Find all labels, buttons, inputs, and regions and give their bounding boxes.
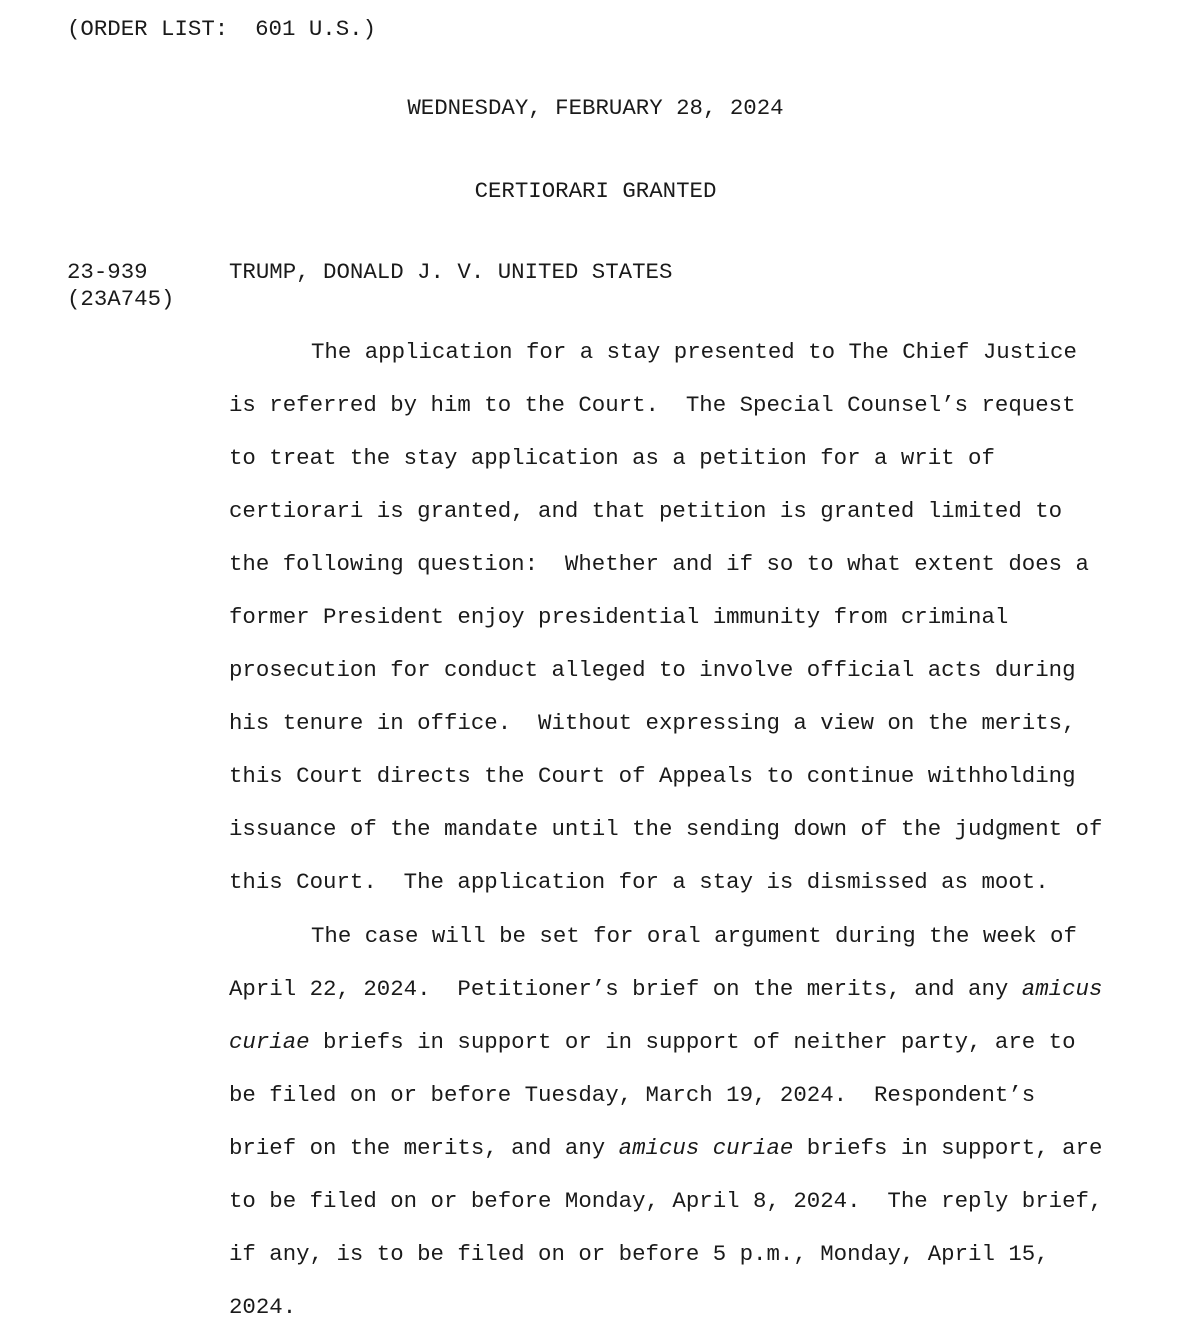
paragraph-line: to treat the stay application as a petition for a writ of <box>229 445 995 471</box>
italic-term: amicus <box>1021 976 1103 1002</box>
text-run: April 22, 2024. Petitioner’s brief on the merits, and any <box>229 976 1022 1002</box>
paragraph-line: be filed on or before Tuesday, March 19, 2024. Respondent’s <box>229 1082 1036 1108</box>
text-run: briefs in support, are <box>793 1135 1103 1161</box>
italic-term: amicus curiae <box>618 1135 794 1161</box>
paragraph-line <box>229 1133 1102 1163</box>
paragraph-line: The case will be set for oral argument during the week of <box>311 923 1077 949</box>
paragraph-line: the following question: Whether and if so to what extent does a <box>229 551 1089 577</box>
paragraph-line: certiorari is granted, and that petition is granted limited to <box>229 498 1063 524</box>
paragraph-line: this Court. The application for a stay is dismissed as moot. <box>229 869 1049 895</box>
order-date: WEDNESDAY, FEBRUARY 28, 2024 <box>407 95 784 121</box>
docket-number: 23-939 <box>67 259 148 285</box>
paragraph-line: former President enjoy presidential immunity from criminal <box>229 604 1009 630</box>
italic-term: curiae <box>229 1029 310 1055</box>
order-list-header: (ORDER LIST: 601 U.S.) <box>67 16 377 42</box>
paragraph-line: to be filed on or before Monday, April 8, 2024. The reply brief, <box>229 1188 1103 1214</box>
case-title: TRUMP, DONALD J. V. UNITED STATES <box>229 259 673 285</box>
section-heading: CERTIORARI GRANTED <box>474 178 717 204</box>
paragraph-line: this Court directs the Court of Appeals to continue withholding <box>229 763 1076 789</box>
application-number: (23A745) <box>67 286 175 312</box>
paragraph-line <box>229 1027 1076 1057</box>
text-run: briefs in support or in support of neither party, are to <box>309 1029 1076 1055</box>
paragraph-line: The application for a stay presented to The Chief Justice <box>311 339 1077 365</box>
paragraph-line: issuance of the mandate until the sending down of the judgment of <box>229 816 1103 842</box>
paragraph-line: is referred by him to the Court. The Special Counsel’s request <box>229 392 1076 418</box>
paragraph-line: his tenure in office. Without expressing a view on the merits, <box>229 710 1076 736</box>
paragraph-line: prosecution for conduct alleged to involve official acts during <box>229 657 1076 683</box>
paragraph-line: if any, is to be filed on or before 5 p.m., Monday, April 15, <box>229 1241 1049 1267</box>
paragraph-line: 2024. <box>229 1294 297 1320</box>
paragraph-line <box>229 974 1102 1004</box>
text-run: brief on the merits, and any <box>229 1135 619 1161</box>
